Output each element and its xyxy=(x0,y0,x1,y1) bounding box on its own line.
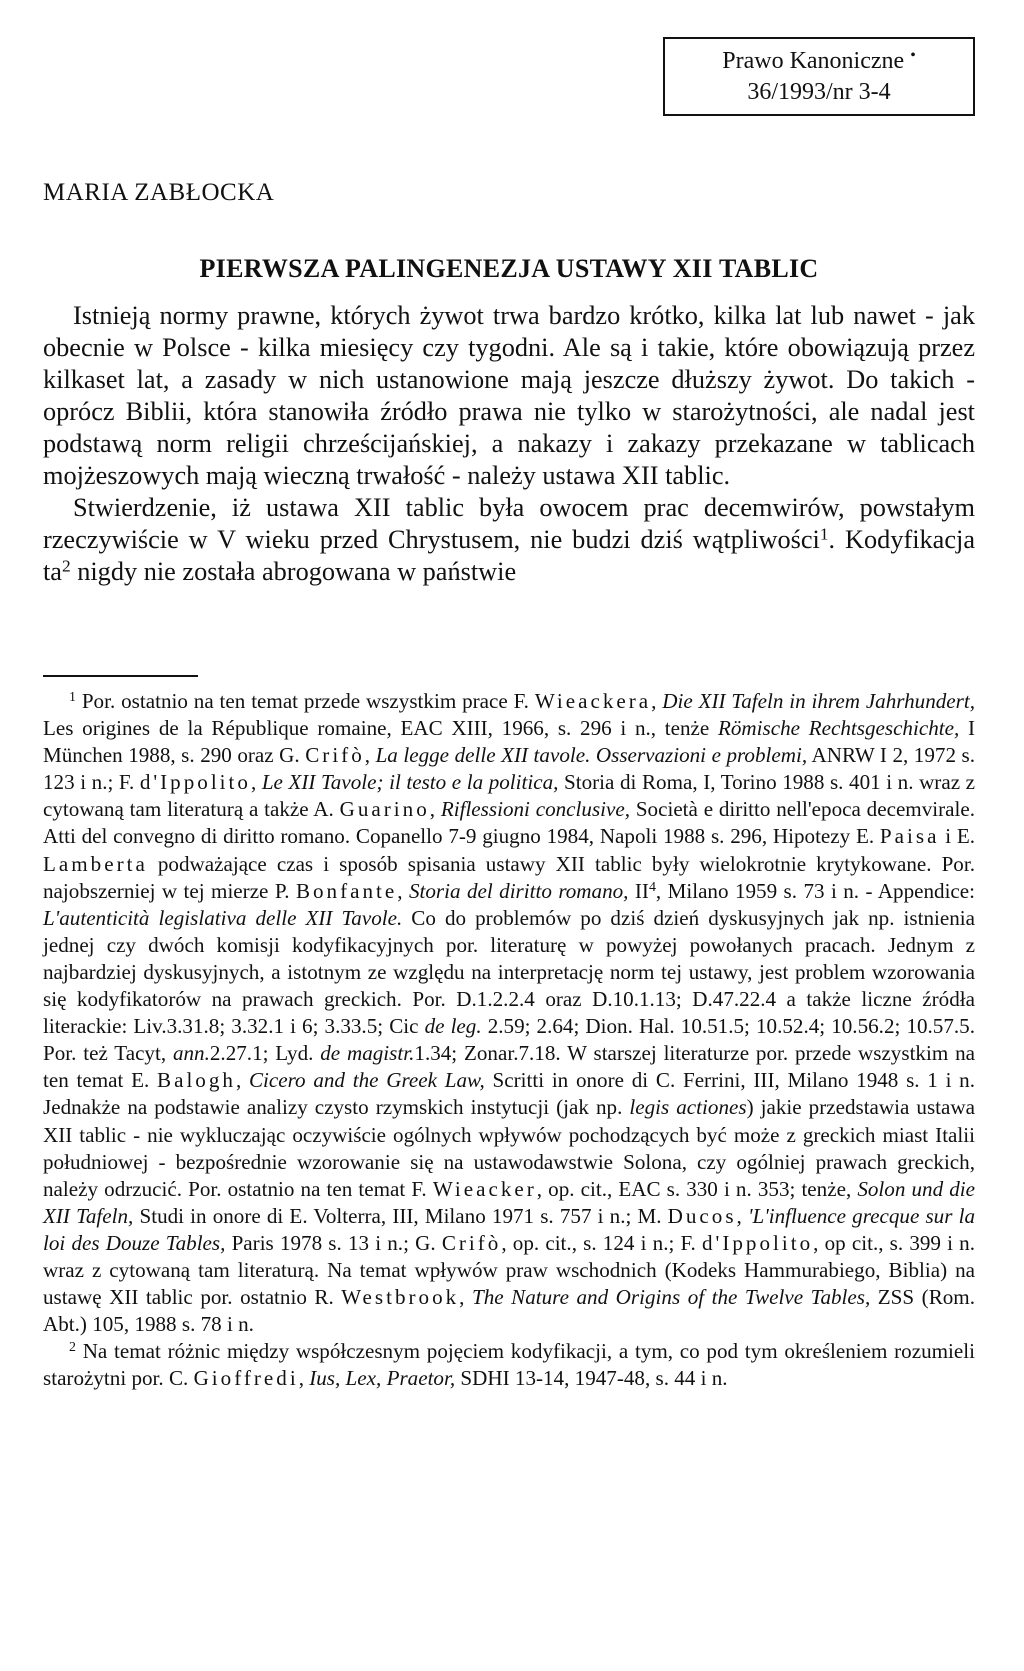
footnotes xyxy=(43,688,975,1392)
fn1-work-title: Storia del diritto romano, xyxy=(408,878,629,903)
fn1-text: Les origines de la République romaine, EAC XIII, 1966, s. 296 i n., tenże xyxy=(43,716,718,741)
paragraph-2-text-c: nigdy nie została abrogowana w państwie xyxy=(70,557,517,586)
footnote-1-number: 1 xyxy=(69,690,76,706)
fn1-work-title: 'L'influence grecque sur la loi des Douze Tables, xyxy=(43,1203,975,1255)
fn1-text: I München 1988, s. 290 oraz G. xyxy=(43,716,975,768)
fn1-author: Ducos xyxy=(667,1203,737,1228)
paragraph-2 xyxy=(43,492,975,588)
fn1-author: Wieacker xyxy=(432,1176,537,1201)
fn1-work-title: ann. xyxy=(172,1041,210,1066)
footnote-ref-1: 1 xyxy=(819,524,829,544)
fn2-work-title: Ius, Lex, Praetor, xyxy=(309,1366,456,1391)
fn1-text: 2.59; 2.64; Dion. Hal. 10.51.5; 10.52.4; 10.56.2; 10.57.5. Por. też Tacyt, xyxy=(43,1014,975,1066)
article-body xyxy=(43,300,975,588)
fn1-text: Paris 1978 s. 13 i n.; G. xyxy=(225,1230,442,1255)
fn1-author: Bonfante xyxy=(295,878,398,903)
fn1-work-title: Riflessioni conclusive, xyxy=(440,797,631,822)
fn1-author: Paisa xyxy=(879,824,940,849)
fn1-author: Westbrook xyxy=(341,1285,460,1310)
fn2-author: Gioffredi xyxy=(193,1366,299,1391)
footnote-2-number: 2 xyxy=(69,1340,76,1356)
fn1-text: , xyxy=(429,797,441,822)
fn1-text: , xyxy=(397,878,409,903)
fn1-author: d'Ippolito xyxy=(139,770,251,795)
footnote-ref-2: 2 xyxy=(61,556,71,576)
footnote-2 xyxy=(43,1338,975,1392)
fn1-text: II xyxy=(628,878,649,903)
fn1-text: i E. xyxy=(939,824,975,849)
fn1-text: , xyxy=(364,743,376,768)
fn1-text: 1.34; Zonar.7.18. W starszej literaturze por. przede wszystkim na ten temat E. xyxy=(43,1041,975,1093)
fn1-text: Società e diritto nell'epoca decemvirale. Atti del convegno di diritto romano. Copanello 7-9 giugno 1984, Napoli 1988 s. 296, Hipotezy E. xyxy=(43,797,976,849)
fn1-text: Studi in onore di E. Volterra, III, Milano 1971 s. 757 i n.; M. xyxy=(133,1203,668,1228)
fn1-work-title: legis actiones xyxy=(629,1095,747,1120)
fn1-author: Crifò xyxy=(305,743,365,768)
fn1-text: Scritti in onore di C. Ferrini, III, Milano 1948 s. 1 i n. Jednakże na podstawie analizy czysto rzymskich instytucji (jak np. xyxy=(43,1068,976,1120)
fn1-author: d'Ippolito xyxy=(702,1230,814,1255)
fn1-work-title: The Nature and Origins of the Twelve Tables, xyxy=(471,1285,871,1310)
journal-header-box xyxy=(663,37,975,116)
fn1-edition-sup: 4 xyxy=(648,879,656,895)
fn2-text: , xyxy=(298,1366,310,1391)
fn1-text: ZSS (Rom. Abt.) 105, 1988 s. 78 i n. xyxy=(43,1285,975,1337)
paragraph-1 xyxy=(43,300,975,492)
fn1-text: , xyxy=(651,689,663,713)
fn1-work-title: Römische Rechtsgeschichte, xyxy=(718,716,960,741)
fn1-work-title: La legge delle XII tavole. Osservazioni e problemi, xyxy=(375,743,808,768)
journal-mark: • xyxy=(910,47,916,65)
fn1-author: Wieackera xyxy=(534,689,652,713)
footnote-1 xyxy=(43,688,975,1338)
fn1-text: , xyxy=(736,1203,748,1228)
fn1-work-title: Cicero and the Greek Law, xyxy=(248,1068,485,1093)
fn1-author: Lamberta xyxy=(43,851,148,876)
fn1-work-title: de magistr. xyxy=(320,1041,415,1066)
fn1-author: Guarino xyxy=(339,797,430,822)
fn1-author: Crifò xyxy=(441,1230,502,1255)
journal-title-line xyxy=(665,46,973,77)
fn1-work-title: Solon und die XII Tafeln, xyxy=(43,1176,975,1228)
fn1-text: ) jakie przedstawia ustawa XII tablic - nie wykluczając oczywiście ogólnych wpływów pochodzących być może z greckich miast Italii południowej - bezpośrednie wzorowanie się na ustawodawstwie Solona, czy ogólniej prawach greckich, należy odrzucić. Por. ostatnio na ten temat F. xyxy=(43,1095,975,1201)
fn1-work-title: Le XII Tavole; il testo e la politica, xyxy=(261,770,559,795)
fn1-work-title: Die XII Tafeln in ihrem Jahrhundert, xyxy=(662,689,976,713)
fn1-text: , xyxy=(250,770,262,795)
fn1-text: , op cit., s. 399 i n. wraz z cytowaną tam literaturą. Na temat wpływów praw wschodnich (Kodeks Hammurabiego, Biblia) na ustawę XII tablic por. ostatnio R. xyxy=(43,1230,976,1310)
fn1-work-title: de leg. xyxy=(424,1014,482,1039)
fn1-text: Co do problemów po dziś dzień dyskusyjnych jak np. istnienia jednej czy dwóch komisji kodyfikacyjnych por. literaturę w powyżej powołanych pracach. Jednym z najbardziej dyskusyjnych, a istotnym ze względu na interpretację norm tej ustawy, jest problem wzorowania się kodyfikatorów na prawach greckich. Por. D.1.2.2.4 oraz D.10.1.13; D.47.22.4 a także liczne źródła literackie: Liv.3.31.8; 3.32.1 i 6; 3.33.5; Cic xyxy=(43,905,975,1039)
fn1-text: ANRW I 2, 1972 s. 123 i n.; F. xyxy=(43,743,976,795)
fn1-text: 2.27.1; Lyd. xyxy=(209,1041,321,1066)
fn1-text: podważające czas i sposób spisania ustawy XII tablic były wielokrotnie krytykowane. Por. najobszerniej w tej mierze P. xyxy=(43,851,975,903)
fn1-text: , xyxy=(235,1068,249,1093)
fn1-work-title: L'autenticità legislativa delle XII Tavole. xyxy=(43,905,403,930)
article-title: PIERWSZA PALINGENEZJA USTAWY XII TABLIC xyxy=(199,254,819,283)
article-author: MARIA ZABŁOCKA xyxy=(43,179,275,206)
paragraph-2-text-a: Stwierdzenie, iż ustawa XII tablic była owocem prac decemwirów, powstałym rzeczywiście w V wieku przed Chrystusem, nie budzi dziś wątpliwości xyxy=(43,493,975,554)
fn1-text: , op. cit., EAC s. 330 i n. 353; tenże, xyxy=(536,1176,858,1201)
fn2-text: Na temat różnic między współczesnym pojęciem kodyfikacji, a tym, co pod tym określeniem rozumieli starożytni por. C. xyxy=(43,1339,975,1391)
fn1-text: , Milano 1959 s. 73 i n. - Appendice: xyxy=(655,878,976,903)
journal-name: Prawo Kanoniczne xyxy=(722,48,905,74)
fn1-text: , xyxy=(459,1285,472,1310)
fn2-text: SDHI 13-14, 1947-48, s. 44 i n. xyxy=(455,1366,728,1391)
journal-issue: 36/1993/nr 3-4 xyxy=(747,79,891,105)
fn1-author: Balogh xyxy=(157,1068,236,1093)
paragraph-2-text-b: . Kodyfikacja ta xyxy=(43,525,976,586)
footnote-separator xyxy=(43,675,198,677)
fn1-text: Por. ostatnio na ten temat przede wszystkim prace F. xyxy=(81,689,535,713)
fn1-text: , op. cit., s. 124 i n.; F. xyxy=(501,1230,702,1255)
fn1-text: Storia di Roma, I, Torino 1988 s. 401 i n. wraz z cytowaną tam literaturą a także A. xyxy=(43,770,975,822)
paragraph-1-text: Istnieją normy prawne, których żywot trwa bardzo krótko, kilka lat lub nawet - jak obecnie w Polsce - kilka miesięcy czy tygodni. Ale są i takie, które obowiązują przez kilkaset lat, a zasady w nich ustanowione mają jeszcze dłuższy żywot. Do takich - oprócz Biblii, która stanowiła źródło prawa nie tylko w starożytności, ale nadal jest podstawą norm religii chrześcijańskiej, a nakazy i zakazy przekazane w tablicach mojżeszowych mają wieczną trwałość - należy ustawa XII tablic. xyxy=(43,301,975,490)
